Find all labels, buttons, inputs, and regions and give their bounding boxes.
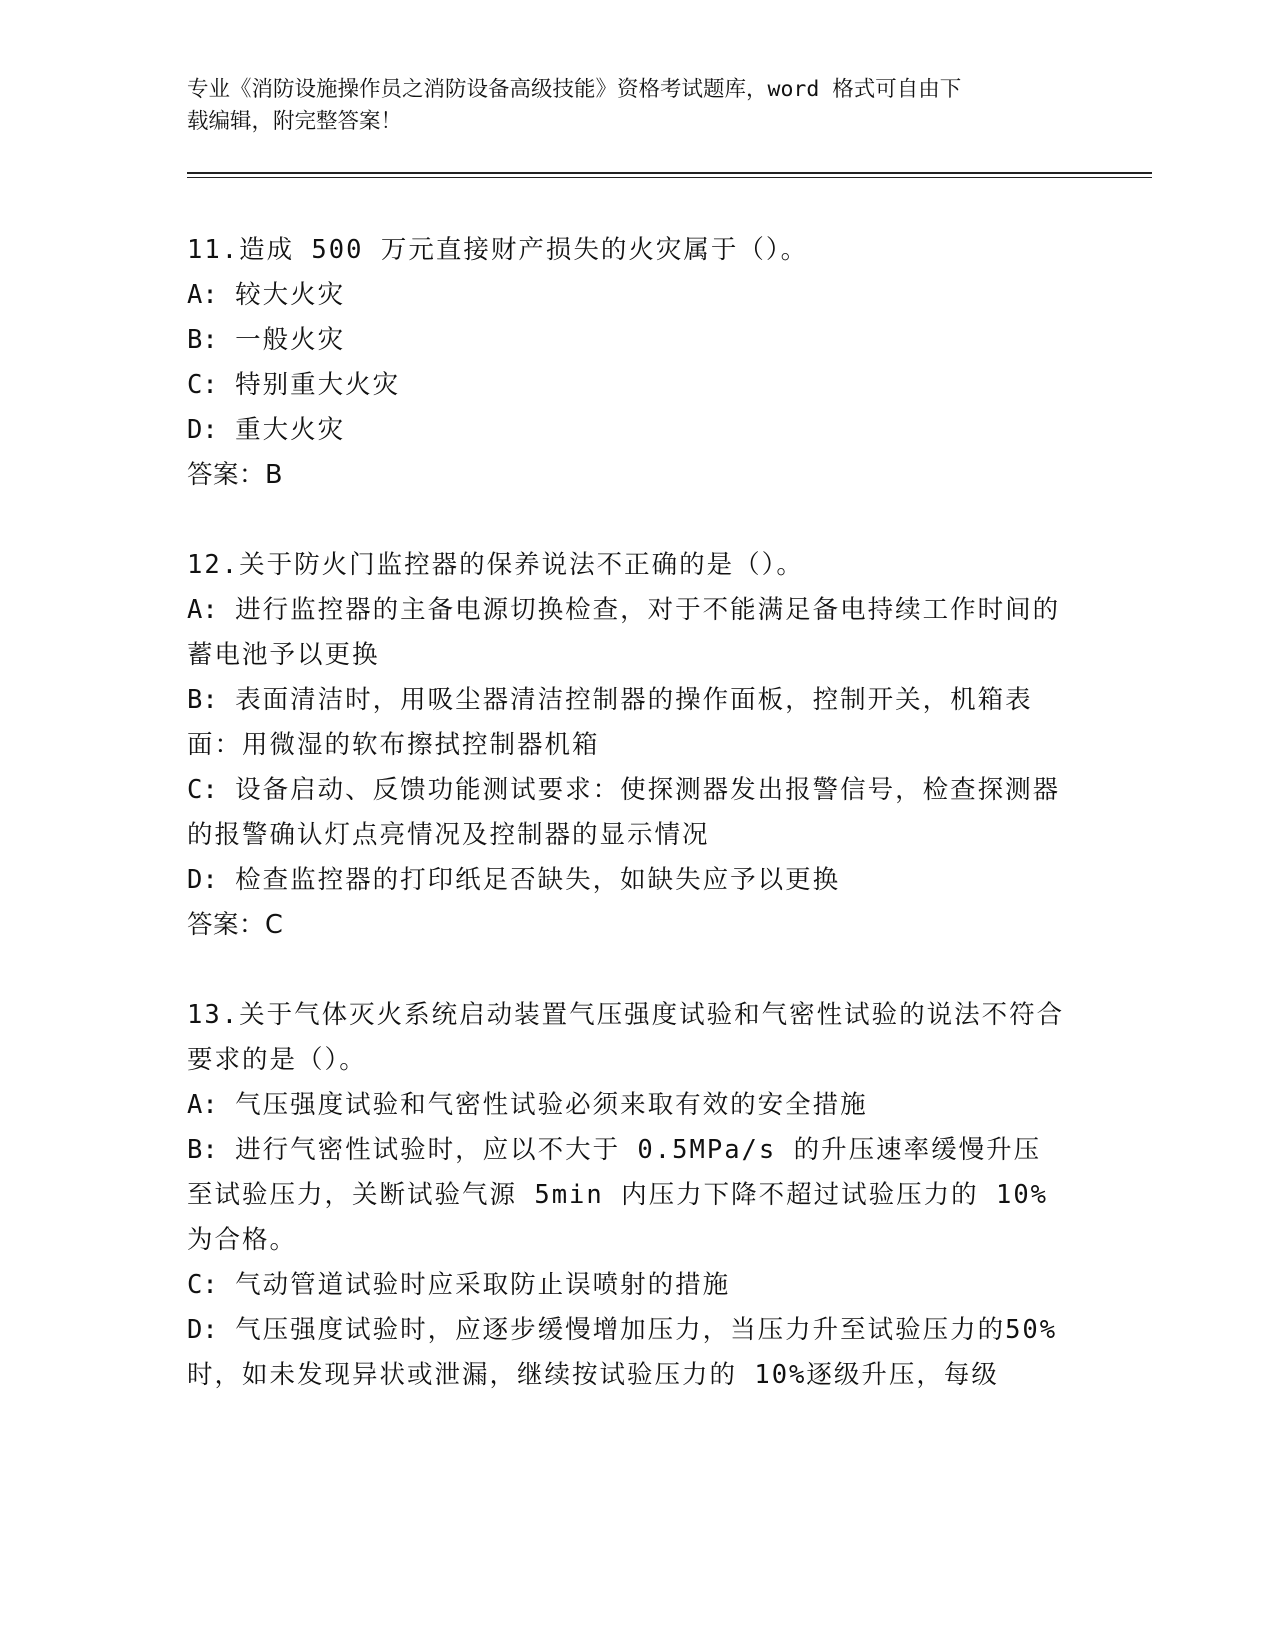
question-12	[187, 543, 1067, 948]
option-label: A:	[187, 1090, 218, 1120]
option-label: D:	[187, 865, 218, 895]
option-label: B:	[187, 1135, 218, 1165]
answer-text: 答案：C	[187, 910, 284, 940]
document-page	[187, 0, 1147, 1443]
option-label: C:	[187, 775, 218, 805]
header-divider	[187, 172, 1152, 178]
question-13	[187, 993, 1067, 1398]
option-text: 进行气密性试验时，应以不大于 0.5MPa/s 的升压速率缓慢升压至试验压力，关断试验气源 5min 内压力下降不超过试验压力的 10%为合格。	[187, 1135, 1049, 1255]
option-text: 一般火灾	[235, 325, 346, 355]
question-list	[187, 228, 1147, 1398]
option-b	[187, 678, 1067, 768]
option-a	[187, 1083, 1067, 1128]
option-label: B:	[187, 685, 218, 715]
option-text: 较大火灾	[235, 280, 346, 310]
option-b	[187, 318, 1067, 363]
document-header	[187, 74, 1067, 138]
option-text: 气压强度试验和气密性试验必须来取有效的安全措施	[235, 1090, 868, 1120]
option-text: 设备启动、反馈功能测试要求：使探测器发出报警信号，检查探测器的报警确认灯点亮情况及控制器的显示情况	[187, 775, 1061, 850]
option-text: 表面清洁时，用吸尘器清洁控制器的操作面板，控制开关，机箱表面：用微湿的软布擦拭控制器机箱	[187, 685, 1033, 760]
header-line-1: 专业《消防设施操作员之消防设备高级技能》资格考试题库，word 格式可自由下	[187, 77, 962, 102]
option-label: B:	[187, 325, 218, 355]
question-number: 11.	[187, 235, 240, 265]
option-text: 进行监控器的主备电源切换检查，对于不能满足备电持续工作时间的蓄电池予以更换	[187, 595, 1061, 670]
option-text: 特别重大火灾	[235, 370, 401, 400]
question-text: 关于气体灭火系统启动装置气压强度试验和气密性试验的说法不符合要求的是（）。	[187, 1000, 1065, 1075]
option-c	[187, 768, 1067, 858]
answer-text: 答案：B	[187, 460, 283, 490]
question-number: 12.	[187, 550, 240, 580]
question-stem	[187, 543, 1067, 588]
question-stem	[187, 228, 1067, 273]
option-label: C:	[187, 1270, 218, 1300]
option-b	[187, 1128, 1067, 1263]
option-label: A:	[187, 280, 218, 310]
option-a	[187, 273, 1067, 318]
header-line-2: 载编辑，附完整答案！	[187, 109, 403, 134]
option-d	[187, 408, 1067, 453]
option-label: C:	[187, 370, 218, 400]
option-text: 重大火灾	[235, 415, 346, 445]
option-d	[187, 858, 1067, 903]
question-text: 关于防火门监控器的保养说法不正确的是（）。	[239, 550, 804, 580]
option-c	[187, 363, 1067, 408]
question-text: 造成 500 万元直接财产损失的火灾属于（）。	[239, 235, 809, 265]
option-label: A:	[187, 595, 218, 625]
option-d	[187, 1308, 1067, 1398]
question-11	[187, 228, 1067, 498]
option-text: 气压强度试验时，应逐步缓慢增加压力，当压力升至试验压力的50%时，如未发现异状或泄漏，继续按试验压力的 10%逐级升压，每级	[187, 1315, 1058, 1390]
option-c	[187, 1263, 1067, 1308]
question-stem	[187, 993, 1067, 1083]
option-a	[187, 588, 1067, 678]
option-text: 检查监控器的打印纸足否缺失，如缺失应予以更换	[235, 865, 841, 895]
option-label: D:	[187, 415, 218, 445]
option-text: 气动管道试验时应采取防止误喷射的措施	[235, 1270, 731, 1300]
option-label: D:	[187, 1315, 218, 1345]
question-number: 13.	[187, 1000, 240, 1030]
